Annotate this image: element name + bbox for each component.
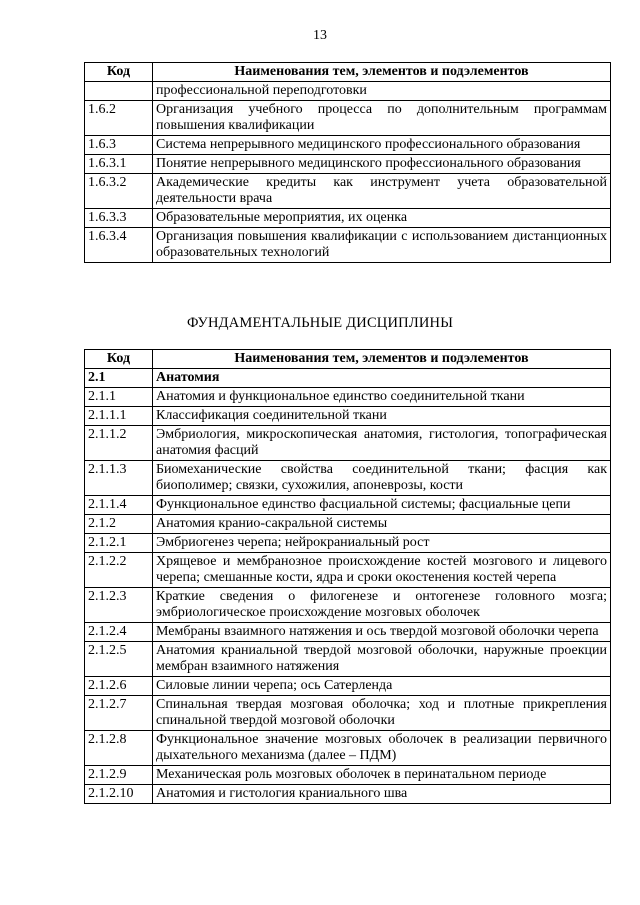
table-row xyxy=(85,785,611,804)
table-body xyxy=(85,82,611,263)
row-code: 1.6.3.1 xyxy=(85,155,153,174)
table-row xyxy=(85,623,611,642)
row-code: 2.1.2.7 xyxy=(85,696,153,731)
table-row xyxy=(85,677,611,696)
column-header-code: Код xyxy=(85,63,153,82)
table-row xyxy=(85,407,611,426)
row-name: Понятие непрерывного медицинского профессионального образования xyxy=(153,155,611,174)
row-name: Биомеханические свойства соединительной ткани; фасция как биополимер; связки, сухожилия, апоневрозы, кости xyxy=(153,461,611,496)
table-row xyxy=(85,588,611,623)
row-name: Функциональное значение мозговых оболочек в реализации первичного дыхательного механизма (далее – ПДМ) xyxy=(153,731,611,766)
row-name: Классификация соединительной ткани xyxy=(153,407,611,426)
table-row xyxy=(85,515,611,534)
row-code: 2.1.2.6 xyxy=(85,677,153,696)
row-name: Организация повышения квалификации с использованием дистанционных образовательных технологий xyxy=(153,228,611,263)
table-header-row xyxy=(85,350,611,369)
table-row xyxy=(85,228,611,263)
row-code: 2.1.1.3 xyxy=(85,461,153,496)
row-name: Эмбриология, микроскопическая анатомия, гистология, топографическая анатомия фасций xyxy=(153,426,611,461)
table-row xyxy=(85,461,611,496)
row-code: 2.1.2.2 xyxy=(85,553,153,588)
row-code: 2.1.1.2 xyxy=(85,426,153,461)
row-code: 2.1.2.5 xyxy=(85,642,153,677)
row-name: Академические кредиты как инструмент учета образовательной деятельности врача xyxy=(153,174,611,209)
row-code: 2.1.1 xyxy=(85,388,153,407)
row-name: Образовательные мероприятия, их оценка xyxy=(153,209,611,228)
table-row xyxy=(85,101,611,136)
row-code: 2.1.2.8 xyxy=(85,731,153,766)
table-row xyxy=(85,388,611,407)
row-name: Эмбриогенез черепа; нейрокраниальный рост xyxy=(153,534,611,553)
row-code: 2.1.2.1 xyxy=(85,534,153,553)
table-row xyxy=(85,174,611,209)
row-name: Организация учебного процесса по дополнительным программам повышения квалификации xyxy=(153,101,611,136)
row-code xyxy=(85,82,153,101)
row-code: 2.1.2.3 xyxy=(85,588,153,623)
column-header-name: Наименования тем, элементов и подэлементов xyxy=(153,350,611,369)
row-code: 2.1.1.1 xyxy=(85,407,153,426)
table-row xyxy=(85,731,611,766)
row-code: 1.6.3.2 xyxy=(85,174,153,209)
row-code: 1.6.3 xyxy=(85,136,153,155)
row-code: 1.6.3.3 xyxy=(85,209,153,228)
row-name: Механическая роль мозговых оболочек в перинатальном периоде xyxy=(153,766,611,785)
table-row xyxy=(85,496,611,515)
section-heading: ФУНДАМЕНТАЛЬНЫЕ ДИСЦИПЛИНЫ xyxy=(186,315,454,331)
table-row xyxy=(85,426,611,461)
topics-table-continued xyxy=(84,62,611,263)
page-number: 13 xyxy=(313,28,327,43)
row-code: 1.6.2 xyxy=(85,101,153,136)
table-row xyxy=(85,553,611,588)
table-row xyxy=(85,642,611,677)
row-name: Краткие сведения о филогенезе и онтогенезе головного мозга; эмбриологическое происхождение мозговых оболочек xyxy=(153,588,611,623)
table-row xyxy=(85,136,611,155)
table-row xyxy=(85,369,611,388)
row-name: Анатомия и гистология краниального шва xyxy=(153,785,611,804)
row-code: 2.1.2.4 xyxy=(85,623,153,642)
table-body xyxy=(85,369,611,804)
table-row xyxy=(85,82,611,101)
row-name: Анатомия кранио-сакральной системы xyxy=(153,515,611,534)
row-name: Анатомия xyxy=(153,369,611,388)
table-row xyxy=(85,696,611,731)
row-code: 2.1.2.10 xyxy=(85,785,153,804)
row-name: Анатомия и функциональное единство соединительной ткани xyxy=(153,388,611,407)
table-row xyxy=(85,534,611,553)
row-name: Спинальная твердая мозговая оболочка; ход и плотные прикрепления спинальной твердой мозговой оболочки xyxy=(153,696,611,731)
row-name: профессиональной переподготовки xyxy=(153,82,611,101)
row-name: Хрящевое и мембранозное происхождение костей мозгового и лицевого черепа; смешанные кости, ядра и сроки окостенения костей черепа xyxy=(153,553,611,588)
row-code: 1.6.3.4 xyxy=(85,228,153,263)
table-header-row xyxy=(85,63,611,82)
fundamental-disciplines-table xyxy=(84,349,611,804)
table-row xyxy=(85,766,611,785)
table-row xyxy=(85,155,611,174)
row-code: 2.1.2 xyxy=(85,515,153,534)
row-code: 2.1.2.9 xyxy=(85,766,153,785)
column-header-name: Наименования тем, элементов и подэлементов xyxy=(153,63,611,82)
row-code: 2.1.1.4 xyxy=(85,496,153,515)
column-header-code: Код xyxy=(85,350,153,369)
table-row xyxy=(85,209,611,228)
row-name: Анатомия краниальной твердой мозговой оболочки, наружные проекции мембран взаимного натяжения xyxy=(153,642,611,677)
row-name: Система непрерывного медицинского профессионального образования xyxy=(153,136,611,155)
row-name: Силовые линии черепа; ось Сатерленда xyxy=(153,677,611,696)
row-code: 2.1 xyxy=(85,369,153,388)
row-name: Мембраны взаимного натяжения и ось твердой мозговой оболочки черепа xyxy=(153,623,611,642)
row-name: Функциональное единство фасциальной системы; фасциальные цепи xyxy=(153,496,611,515)
